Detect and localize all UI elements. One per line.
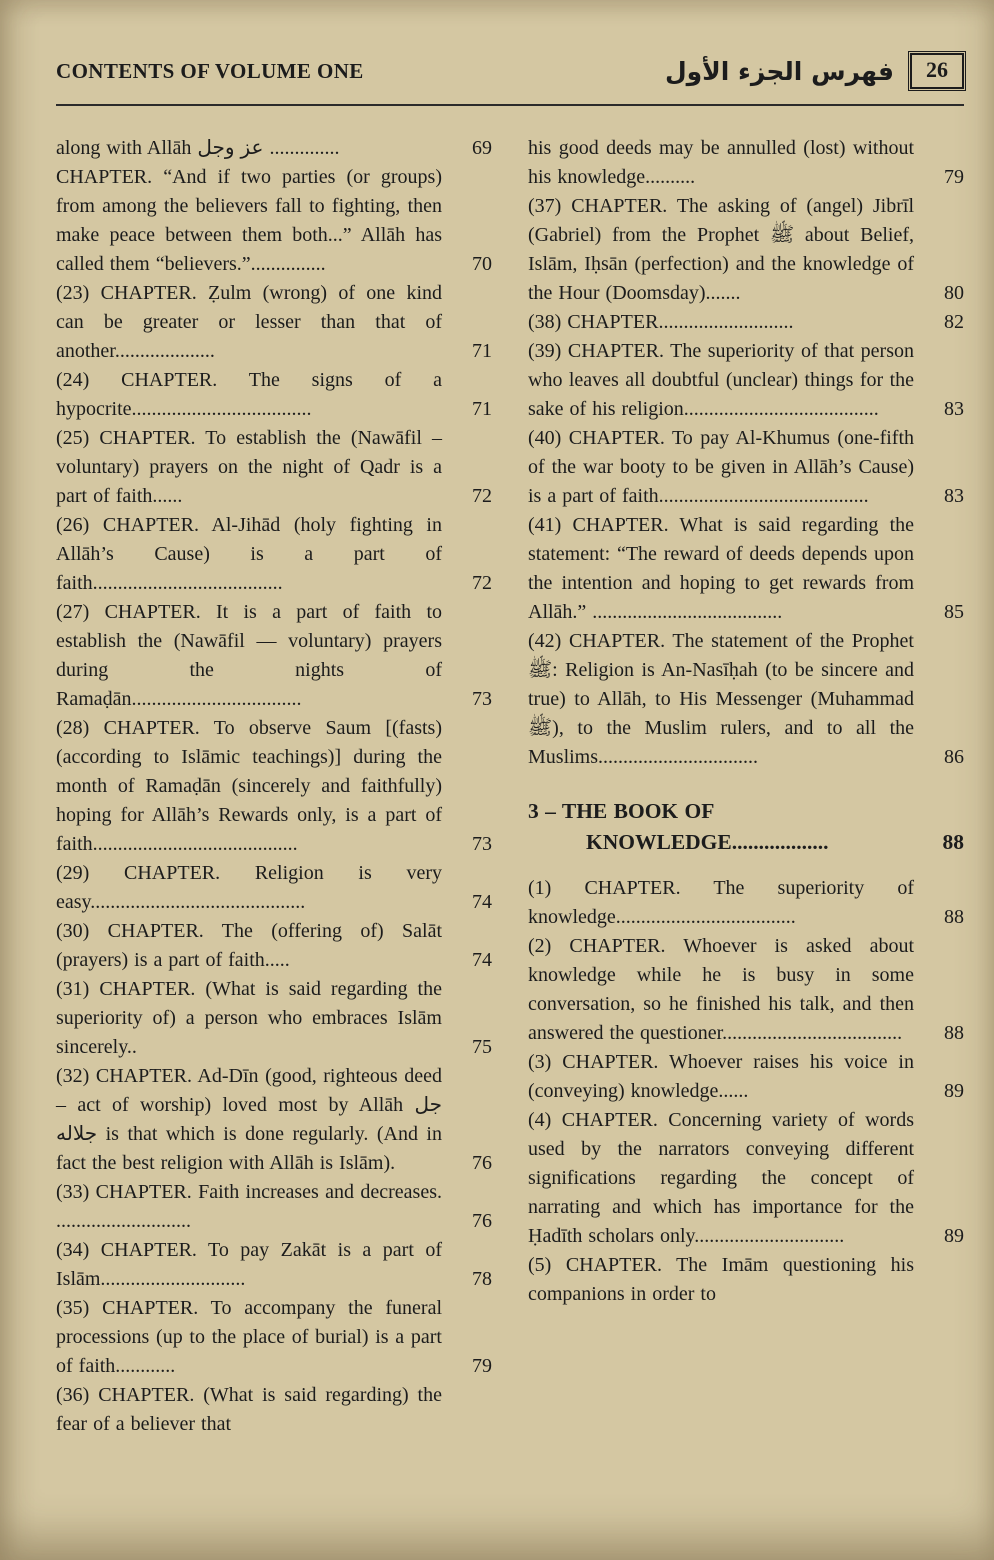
- entry-text: (40) CHAPTER. To pay Al-Khumus (one-fifth of the war booty to be given in Allāh’s Cause) is a part of faith..........................................: [528, 427, 914, 507]
- toc-entry: [528, 1048, 964, 1106]
- header-right-group: [665, 53, 964, 89]
- toc-entry: [56, 424, 492, 511]
- section-title-line: KNOWLEDGE..................: [586, 830, 829, 854]
- entry-text: (34) CHAPTER. To pay Zakāt is a part of Islām.............................: [56, 1239, 442, 1290]
- toc-entry: [528, 134, 964, 192]
- section-heading: [528, 796, 964, 858]
- entry-page-number: 78: [472, 1268, 492, 1290]
- entry-page-number: 76: [472, 1152, 492, 1174]
- entry-page-number: 75: [472, 1036, 492, 1058]
- entry-text: along with Allāh عز وجل ..............: [56, 137, 340, 159]
- entry-page-number: 89: [944, 1080, 964, 1102]
- toc-entry: [528, 932, 964, 1048]
- toc-entry: [56, 859, 492, 917]
- toc-entry: [56, 598, 492, 714]
- toc-entry: [528, 874, 964, 932]
- entry-text: (31) CHAPTER. (What is said regarding the superiority of) a person who embraces Islām sincerely..: [56, 978, 442, 1058]
- toc-entry: [56, 714, 492, 859]
- entry-text: (37) CHAPTER. The asking of (angel) Jibrīl (Gabriel) from the Prophet ﷺ about Belief, Islām, Iḥsān (perfection) and the knowledge of the Hour (Doomsday).......: [528, 195, 914, 304]
- entry-text: (39) CHAPTER. The superiority of that person who leaves all doubtful (unclear) things for the sake of his religion.......................................: [528, 340, 914, 420]
- entry-text: (35) CHAPTER. To accompany the funeral processions (up to the place of burial) is a part of faith............: [56, 1297, 442, 1377]
- toc-entry: [56, 163, 492, 279]
- page-header: [56, 48, 964, 94]
- entry-text: (26) CHAPTER. Al-Jihād (holy fighting in Allāh’s Cause) is a part of faith......................................: [56, 514, 442, 594]
- entry-page-number: 88: [944, 1022, 964, 1044]
- toc-entry: [56, 1178, 492, 1236]
- entry-page-number: 89: [944, 1225, 964, 1247]
- toc-entry: [56, 134, 492, 163]
- entry-text: (25) CHAPTER. To establish the (Nawāfil – voluntary) prayers on the night of Qadr is a part of faith......: [56, 427, 442, 507]
- entry-page-number: 88: [944, 906, 964, 928]
- entry-page-number: 76: [472, 1210, 492, 1232]
- entry-page-number: 72: [472, 485, 492, 507]
- toc-entry: [528, 1251, 964, 1309]
- header-divider: [56, 104, 964, 106]
- toc-column-left: [56, 134, 492, 1439]
- section-title-line: 3 – THE BOOK OF: [528, 799, 715, 823]
- entry-text: (2) CHAPTER. Whoever is asked about knowledge while he is busy in some conversation, so he finished his talk, and then answered the questioner....................................: [528, 935, 914, 1044]
- entry-text: (23) CHAPTER. Ẓulm (wrong) of one kind can be greater or lesser than that of another....................: [56, 282, 442, 362]
- toc-entry: [528, 192, 964, 308]
- entry-text: (33) CHAPTER. Faith increases and decreases. ...........................: [56, 1181, 442, 1232]
- entry-text: (28) CHAPTER. To observe Saum [(fasts) (according to Islāmic teachings)] during the month of Ramaḍān (sincerely and faithfully) hoping for Allāh’s Rewards only, is a part of faith.........................................: [56, 717, 442, 855]
- entry-page-number: 73: [472, 688, 492, 710]
- entry-text: (4) CHAPTER. Concerning variety of words used by the narrators conveying different significations regarding the concept of narrating and which has importance for the Ḥadīth scholars only..............................: [528, 1109, 914, 1247]
- header-title: CONTENTS OF VOLUME ONE: [56, 58, 364, 83]
- entry-text: CHAPTER. “And if two parties (or groups) from among the believers fall to fighting, then make peace between them both...” Allāh has called them “believers.”...............: [56, 166, 442, 275]
- entry-text: (38) CHAPTER...........................: [528, 311, 794, 333]
- entry-page-number: 69: [472, 137, 492, 159]
- entry-page-number: 83: [944, 485, 964, 507]
- entry-page-number: 72: [472, 572, 492, 594]
- header-title-arabic: فهرس الجزء الأول: [664, 56, 894, 86]
- entry-text: (32) CHAPTER. Ad-Dīn (good, righteous deed – act of worship) loved most by Allāh جل جلاله is that which is done regularly. (And in fact the best religion with Allāh is Islām).: [56, 1065, 442, 1174]
- toc-entry: [528, 308, 964, 337]
- entry-page-number: 88: [942, 830, 964, 854]
- page-number-box: [910, 53, 964, 89]
- toc-entry: [56, 1381, 492, 1439]
- entry-text: (24) CHAPTER. The signs of a hypocrite....................................: [56, 369, 442, 420]
- toc-entry: [528, 627, 964, 772]
- toc-columns: [56, 134, 964, 1439]
- toc-entry: [56, 1294, 492, 1381]
- entry-text: (30) CHAPTER. The (offering of) Salāt (prayers) is a part of faith.....: [56, 920, 442, 971]
- entry-page-number: 73: [472, 833, 492, 855]
- toc-entry: [56, 1062, 492, 1178]
- entry-page-number: 71: [472, 398, 492, 420]
- entry-page-number: 86: [944, 746, 964, 768]
- section-title: [528, 799, 829, 854]
- entry-page-number: 85: [944, 601, 964, 623]
- toc-entry: [56, 1236, 492, 1294]
- entry-text: (29) CHAPTER. Religion is very easy...........................................: [56, 862, 442, 913]
- entry-page-number: 79: [472, 1355, 492, 1377]
- entry-page-number: 82: [944, 311, 964, 333]
- toc-entry: [56, 511, 492, 598]
- toc-entry: [528, 1106, 964, 1251]
- entry-page-number: 74: [472, 891, 492, 913]
- entry-page-number: 83: [944, 398, 964, 420]
- entry-page-number: 70: [472, 253, 492, 275]
- entry-text: (42) CHAPTER. The statement of the Prophet ﷺ: Religion is An-Nasīḥah (to be sincere and true) to Allāh, to His Messenger (Muhammad ﷺ), to the Muslim rulers, and to all the Muslims................................: [528, 630, 914, 768]
- entry-text: his good deeds may be annulled (lost) without his knowledge..........: [528, 137, 914, 188]
- entry-page-number: 80: [944, 282, 964, 304]
- toc-entry: [56, 366, 492, 424]
- toc-entry: [56, 975, 492, 1062]
- page-number: 26: [926, 56, 948, 82]
- toc-entry: [56, 917, 492, 975]
- toc-column-right: [528, 134, 964, 1439]
- toc-entry: [56, 279, 492, 366]
- entry-page-number: 71: [472, 340, 492, 362]
- toc-entry: [528, 511, 964, 627]
- entry-text: (5) CHAPTER. The Imām questioning his companions in order to: [528, 1254, 914, 1305]
- entry-page-number: 74: [472, 949, 492, 971]
- toc-entry: [528, 424, 964, 511]
- toc-entry: [528, 337, 964, 424]
- entry-text: (3) CHAPTER. Whoever raises his voice in (conveying) knowledge......: [528, 1051, 914, 1102]
- entry-text: (36) CHAPTER. (What is said regarding) the fear of a believer that: [56, 1384, 442, 1435]
- entry-text: (1) CHAPTER. The superiority of knowledge....................................: [528, 877, 914, 928]
- entry-text: (27) CHAPTER. It is a part of faith to establish the (Nawāfil — voluntary) prayers during the nights of Ramaḍān..................................: [56, 601, 442, 710]
- entry-page-number: 79: [944, 166, 964, 188]
- entry-text: (41) CHAPTER. What is said regarding the statement: “The reward of deeds depends upon the intention and hoping to get rewards from Allāh.” ......................................: [528, 514, 914, 623]
